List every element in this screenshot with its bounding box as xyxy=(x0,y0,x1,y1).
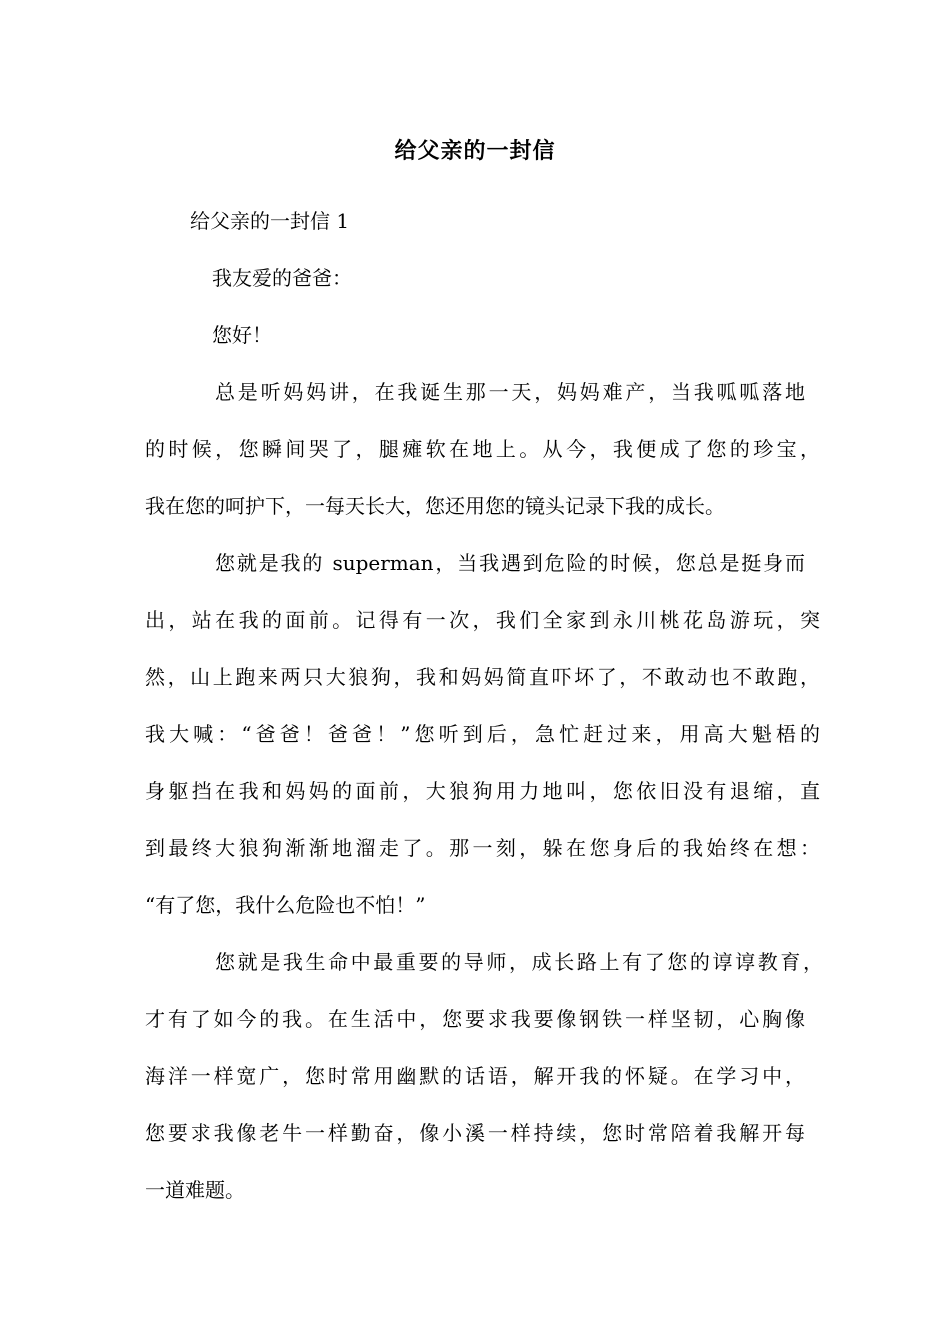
paragraph-line: 您要求我像老牛一样勤奋，像小溪一样持续，您时常陪着我解开每 xyxy=(145,1121,805,1145)
paragraph-line: 您就是我生命中最重要的导师，成长路上有了您的谆谆教育， xyxy=(215,950,823,974)
paragraph-line: 您就是我的 superman，当我遇到危险的时候，您总是挺身而 xyxy=(215,551,805,575)
paragraph-line: 才有了如今的我。在生活中，您要求我要像钢铁一样坚韧，心胸像 xyxy=(145,1007,805,1031)
paragraph-line: 然，山上跑来两只大狼狗，我和妈妈简直吓坏了，不敢动也不敢跑， xyxy=(145,665,820,689)
paragraph-line: 总是听妈妈讲，在我诞生那一天，妈妈难产，当我呱呱落地 xyxy=(215,380,805,404)
letter-greeting: 您好！ xyxy=(212,323,272,347)
paragraph-line: “有了您，我什么危险也不怕！” xyxy=(145,893,426,917)
paragraph-line: 我在您的呵护下，一每天长大，您还用您的镜头记录下我的成长。 xyxy=(145,494,725,518)
letter-subtitle: 给父亲的一封信 1 xyxy=(190,209,350,233)
paragraph-line: 的时候，您瞬间哭了，腿瘫软在地上。从今，我便成了您的珍宝， xyxy=(145,437,820,461)
paragraph-line: 身躯挡在我和妈妈的面前，大狼狗用力地叫，您依旧没有退缩，直 xyxy=(145,779,820,803)
paragraph-line: 海洋一样宽广，您时常用幽默的话语，解开我的怀疑。在学习中， xyxy=(145,1064,805,1088)
paragraph-line: 出，站在我的面前。记得有一次，我们全家到永川桃花岛游玩，突 xyxy=(145,608,820,632)
paragraph-line: 到最终大狼狗渐渐地溜走了。那一刻，躲在您身后的我始终在想： xyxy=(145,836,820,860)
paragraph-line: 我大喊：“爸爸！爸爸！”您听到后，急忙赶过来，用高大魁梧的 xyxy=(145,722,820,746)
paragraph-line: 一道难题。 xyxy=(145,1178,245,1202)
document-title: 给父亲的一封信 xyxy=(394,138,556,164)
letter-salutation: 我友爱的爸爸： xyxy=(212,266,352,290)
